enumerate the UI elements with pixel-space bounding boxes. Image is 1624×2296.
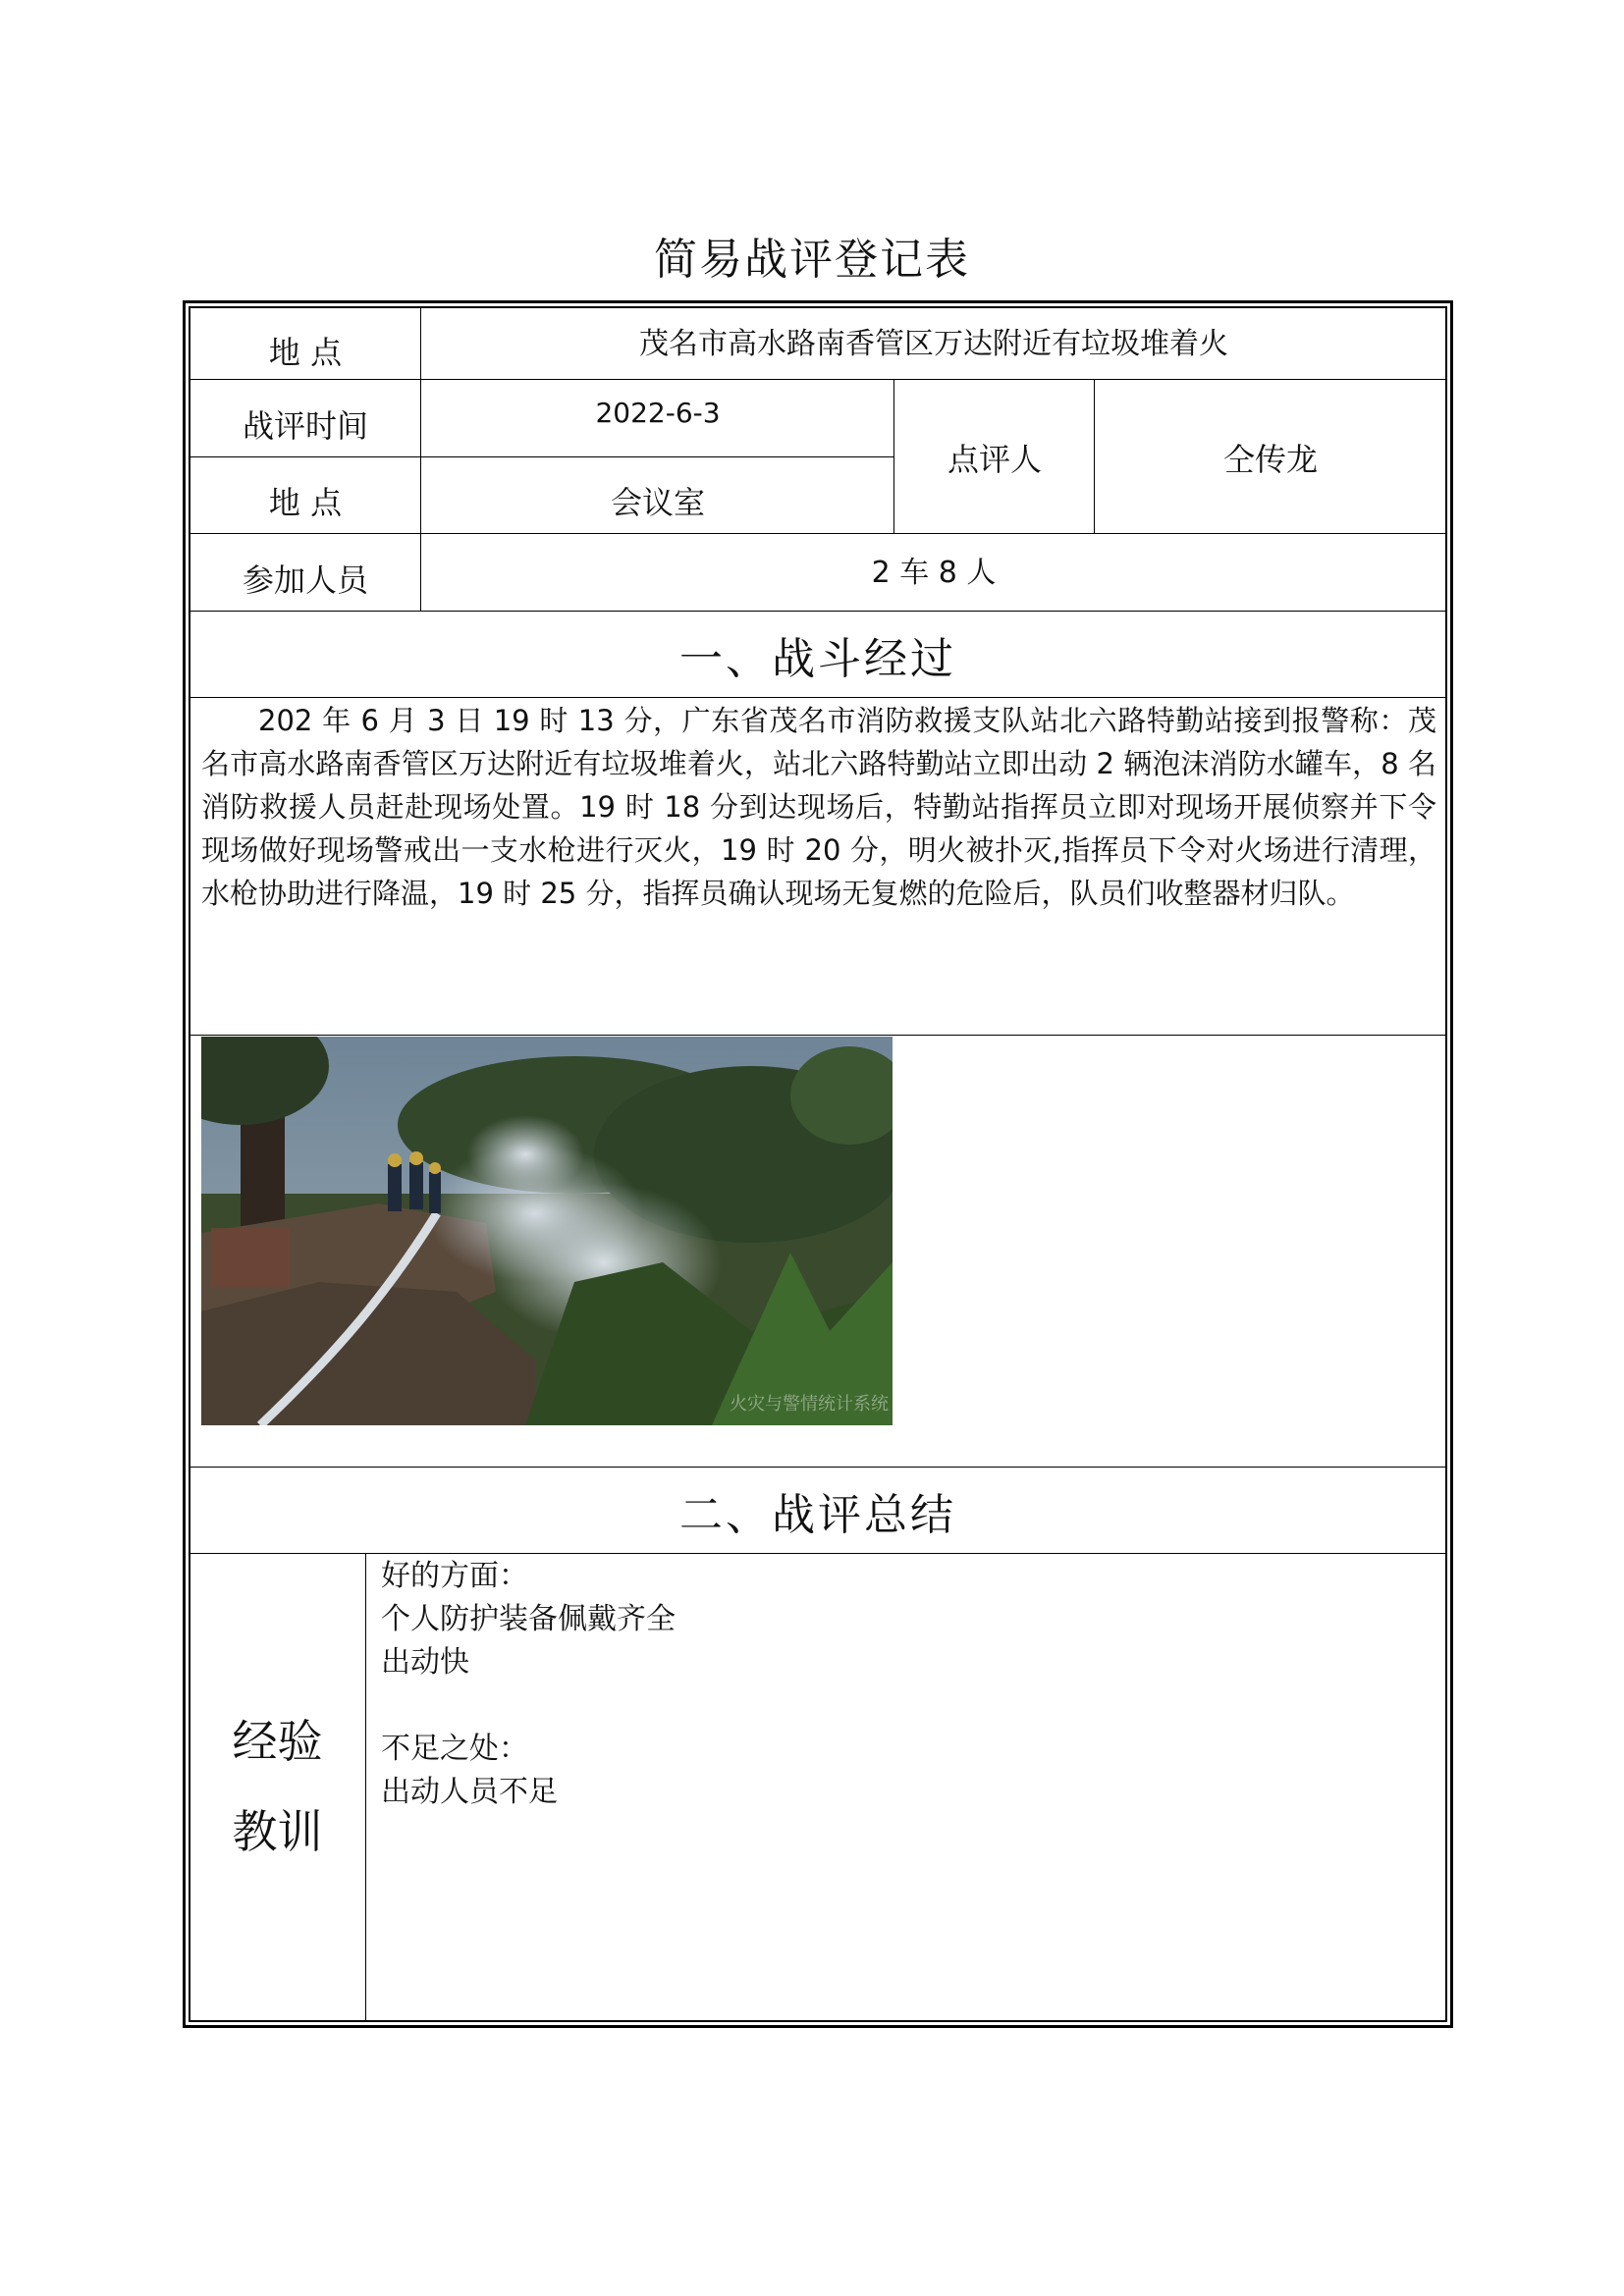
- section-review-summary-heading: 二、战评总结: [679, 1490, 956, 1540]
- section-combat-process-heading: 一、战斗经过: [679, 634, 956, 684]
- participants-value: 2 车 8 人: [871, 555, 997, 590]
- reviewer-label: 点评人: [947, 440, 1042, 478]
- lessons-line: 出动快: [381, 1645, 469, 1680]
- photo-watermark: 火灾与警情统计系统: [730, 1394, 889, 1415]
- lessons-label-line2: 教训: [232, 1805, 323, 1858]
- page-title: 简易战评登记表: [654, 235, 970, 285]
- lessons-label-line1: 经验: [232, 1715, 323, 1768]
- participants-label: 参加人员: [242, 561, 368, 599]
- lessons-line: 不足之处：: [381, 1732, 528, 1766]
- meeting-place-value: 会议室: [610, 484, 705, 521]
- meeting-place-label: 地 点: [268, 484, 343, 521]
- lessons-label: [191, 1553, 363, 2020]
- fire-scene-photo: [201, 1037, 893, 1425]
- review-time-value: 2022-6-3: [595, 397, 721, 429]
- lessons-line: [381, 1684, 1432, 1728]
- lessons-line: 好的方面：: [381, 1559, 528, 1593]
- lessons-line: 个人防护装备佩戴齐全: [381, 1602, 676, 1636]
- combat-narrative: 202 年 6 月 3 日 19 时 13 分，广东省茂名市消防救援支队站北六路特勤站接到报警称：茂名市高水路南香管区万达附近有垃圾堆着火，站北六路特勤站立即出动 2 辆泡沫消防水罐车，8 名消防救援人员赶赴现场处置。19 时 18 分到达现场后，特勤站指挥员立即对现场开展侦察并下令现场做好现场警戒出一支水枪进行灭火，19 时 20 分，明火被扑灭,指挥员下令对火场进行清理，水枪协助进行降温，19 时 25 分，指挥员确认现场无复燃的危险后，队员们收整器材归队。: [201, 704, 1436, 910]
- lessons-line: 出动人员不足: [381, 1775, 558, 1809]
- location-value: 茂名市高水路南香管区万达附近有垃圾堆着火: [639, 327, 1228, 361]
- lessons-content: [381, 1555, 1432, 1814]
- reviewer-value: 仝传龙: [1222, 440, 1318, 478]
- review-time-label: 战评时间: [242, 406, 368, 445]
- location-label: 地 点: [268, 334, 343, 371]
